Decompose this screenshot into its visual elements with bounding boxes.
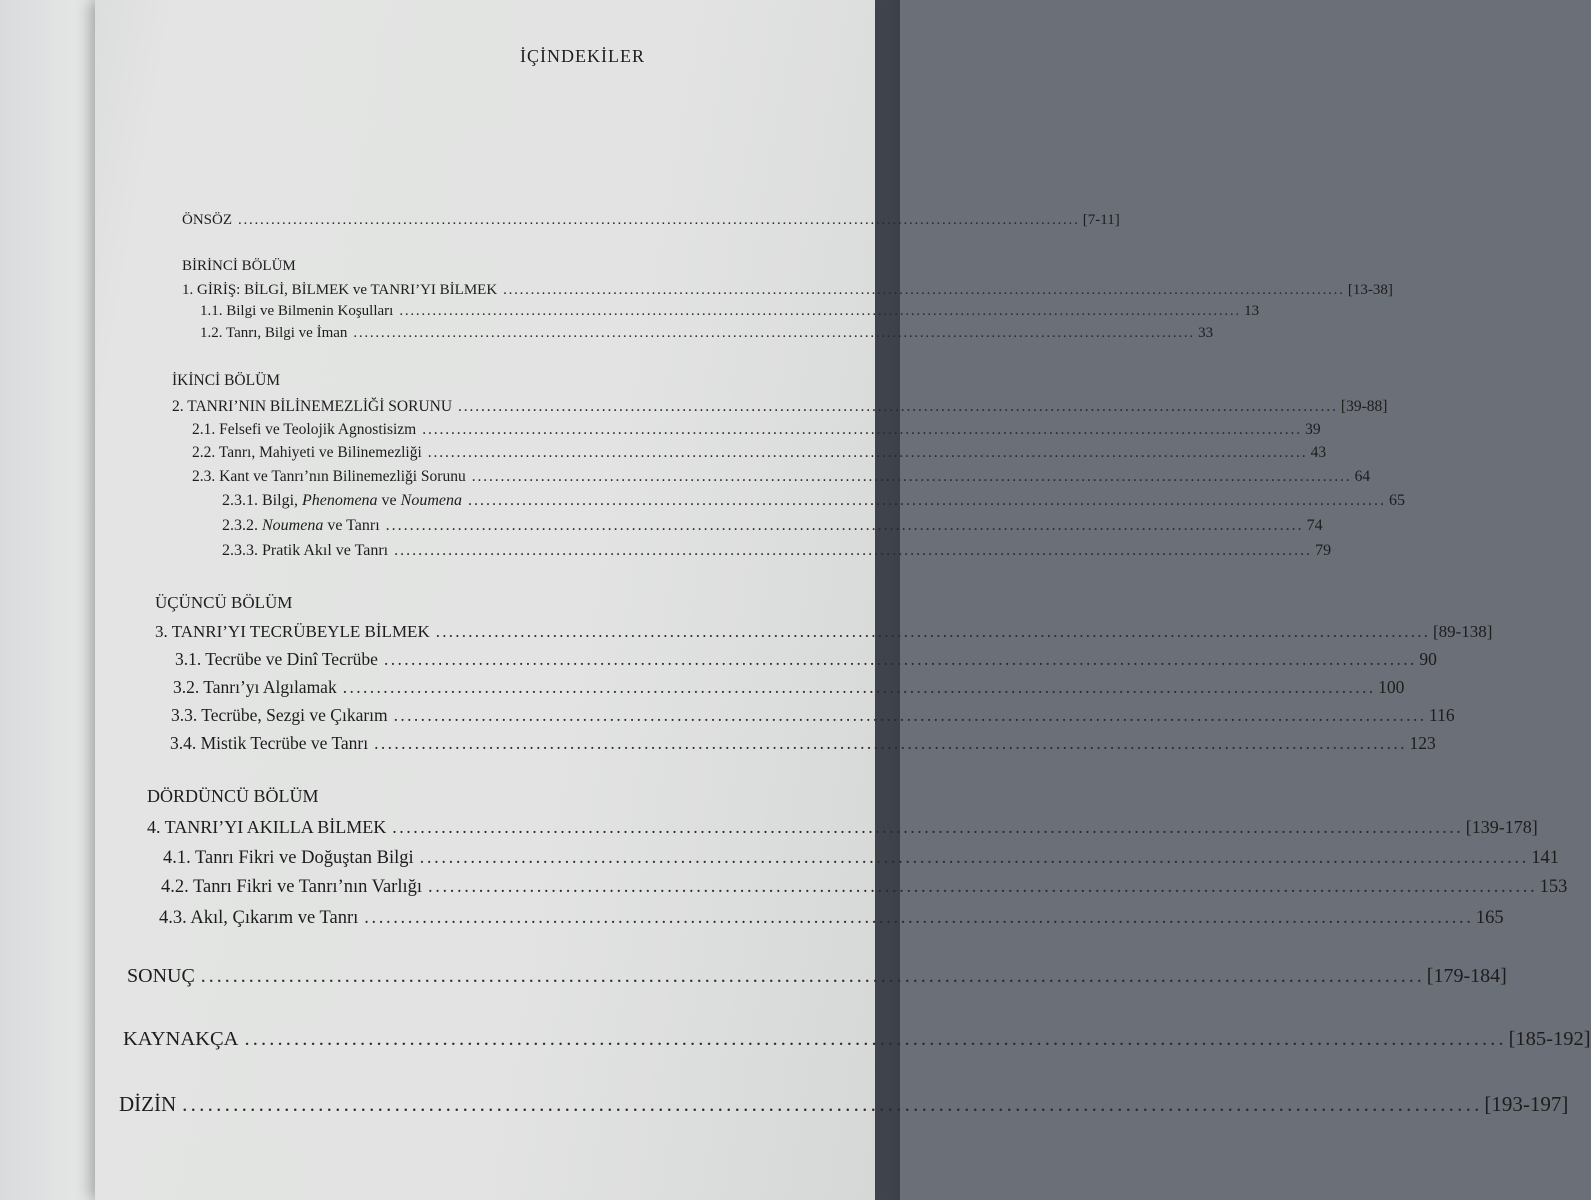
entry-label: KAYNAKÇA	[123, 1028, 239, 1050]
entry-pages: 123	[1409, 733, 1436, 753]
label-part: ve	[377, 492, 401, 509]
leader-dots	[394, 705, 1423, 726]
entry-pages: [89-138]	[1432, 622, 1493, 641]
toc-entry-dizin	[119, 1092, 1569, 1117]
entry-pages: 153	[1539, 877, 1568, 897]
entry-label: 2. TANRI’NIN BİLİNEMEZLİĞİ SORUNU	[172, 398, 453, 415]
entry-label: 3. TANRI’YI TECRÜBEYLE BİLMEK	[155, 622, 430, 641]
entry-pages: 39	[1305, 421, 1321, 438]
entry-pages: [193-197]	[1484, 1092, 1569, 1116]
entry-label: 4.1. Tanrı Fikri ve Doğuştan Bilgi	[163, 848, 414, 868]
entry-pages: 33	[1198, 325, 1214, 341]
toc-item	[170, 733, 1436, 754]
chapter-heading: ÜÇÜNCÜ BÖLÜM	[155, 593, 293, 612]
entry-pages: [179-184]	[1426, 965, 1507, 987]
entry-pages: [185-192]	[1508, 1028, 1591, 1050]
leader-dots	[343, 677, 1372, 698]
entry-pages: 141	[1531, 848, 1560, 868]
entry-pages: 116	[1429, 705, 1455, 725]
toc-title: İÇİNDEKİLER	[520, 46, 645, 66]
entry-pages: 100	[1378, 677, 1405, 697]
toc-item	[173, 677, 1405, 698]
toc-item	[171, 705, 1455, 726]
toc-item	[192, 444, 1327, 462]
entry-pages: 43	[1310, 444, 1327, 461]
entry-pages: [39-88]	[1340, 398, 1388, 415]
leader-dots	[428, 877, 1534, 898]
leader-dots	[392, 817, 1460, 838]
entry-pages: 74	[1306, 517, 1323, 534]
leader-dots	[353, 325, 1192, 342]
leader-dots	[201, 965, 1421, 988]
entry-label: SONUÇ	[127, 965, 195, 987]
entry-pages: 65	[1388, 492, 1405, 509]
chapter-title	[182, 282, 1393, 299]
leader-dots	[428, 444, 1305, 462]
entry-label: 2.2. Tanrı, Mahiyeti ve Bilinemezliği	[192, 444, 422, 461]
entry-label: 2.1. Felsefi ve Teolojik Agnostisizm	[192, 421, 417, 438]
leader-dots	[244, 1028, 1502, 1051]
chapter-title	[172, 398, 1388, 416]
label-italic: Phenomena	[302, 492, 378, 509]
toc-item	[192, 421, 1321, 439]
entry-pages: 64	[1354, 468, 1371, 485]
entry-label: ÖNSÖZ	[182, 212, 233, 228]
leader-dots	[386, 517, 1301, 535]
entry-label: 3.3. Tecrübe, Sezgi ve Çıkarım	[171, 705, 388, 725]
leader-dots	[399, 303, 1238, 320]
leader-dots	[472, 468, 1349, 486]
leader-dots	[384, 649, 1413, 670]
leader-dots	[182, 1092, 1478, 1117]
entry-pages: 165	[1475, 908, 1504, 928]
toc-item	[200, 303, 1260, 320]
leader-dots	[420, 848, 1526, 869]
entry-label	[222, 492, 462, 510]
entry-pages: [7-11]	[1082, 212, 1120, 228]
chapter-heading: İKİNCİ BÖLÜM	[172, 372, 281, 389]
toc-item	[192, 468, 1371, 486]
book-page	[95, 0, 1591, 1200]
entry-pages: 79	[1315, 542, 1332, 559]
leader-dots	[374, 733, 1403, 754]
entry-pages: 13	[1244, 303, 1260, 319]
label-italic: Noumena	[262, 517, 324, 534]
entry-label: 4. TANRI’YI AKILLA BİLMEK	[147, 817, 387, 837]
label-part: 2.3.1. Bilgi,	[222, 492, 303, 509]
entry-label: 1. GİRİŞ: BİLGİ, BİLMEK ve TANRI’YI BİLMEK	[182, 282, 498, 298]
toc-item	[163, 848, 1560, 869]
leader-dots	[436, 622, 1427, 642]
entry-label: 1.1. Bilgi ve Bilmenin Koşulları	[200, 303, 394, 319]
entry-label: DİZİN	[119, 1092, 177, 1116]
leader-dots	[458, 398, 1335, 416]
leader-dots	[468, 492, 1383, 510]
entry-label: 2.3. Kant ve Tanrı’nın Bilinemezliği Sorunu	[192, 468, 466, 485]
entry-label: 3.4. Mistik Tecrübe ve Tanrı	[170, 733, 369, 753]
entry-pages: 90	[1419, 649, 1437, 669]
chapter-title	[155, 622, 1493, 642]
entry-label	[222, 517, 380, 535]
chapter-heading: BİRİNCİ BÖLÜM	[182, 258, 296, 274]
label-part: 2.3.2.	[222, 517, 262, 534]
toc-item	[161, 877, 1568, 898]
toc-entry-onsoz	[182, 212, 1120, 229]
leader-dots	[394, 542, 1309, 560]
leader-dots	[238, 212, 1077, 229]
chapter-heading: DÖRDÜNCÜ BÖLÜM	[147, 786, 319, 806]
toc-item	[200, 325, 1214, 342]
entry-label: 3.1. Tecrübe ve Dinî Tecrübe	[175, 649, 378, 669]
label-part: ve Tanrı	[323, 517, 380, 534]
leader-dots	[422, 421, 1299, 439]
toc-subitem	[222, 492, 1405, 510]
entry-label: 4.2. Tanrı Fikri ve Tanrı’nın Varlığı	[161, 877, 423, 897]
toc-item	[159, 908, 1504, 929]
toc-entry-sonuc	[127, 965, 1507, 988]
entry-pages: [139-178]	[1465, 817, 1538, 837]
leader-dots	[364, 908, 1470, 929]
toc-subitem	[222, 517, 1323, 535]
label-italic: Noumena	[400, 492, 462, 509]
toc-entry-kaynakca	[123, 1028, 1591, 1051]
entry-label: 1.2. Tanrı, Bilgi ve İman	[200, 325, 348, 341]
entry-label: 4.3. Akıl, Çıkarım ve Tanrı	[159, 908, 359, 928]
toc-item	[175, 649, 1437, 670]
entry-label: 2.3.3. Pratik Akıl ve Tanrı	[222, 542, 389, 559]
entry-pages: [13-38]	[1347, 282, 1393, 298]
leader-dots	[503, 282, 1342, 299]
entry-label: 3.2. Tanrı’yı Algılamak	[173, 677, 337, 697]
toc-subitem	[222, 542, 1332, 560]
chapter-title	[147, 817, 1538, 838]
